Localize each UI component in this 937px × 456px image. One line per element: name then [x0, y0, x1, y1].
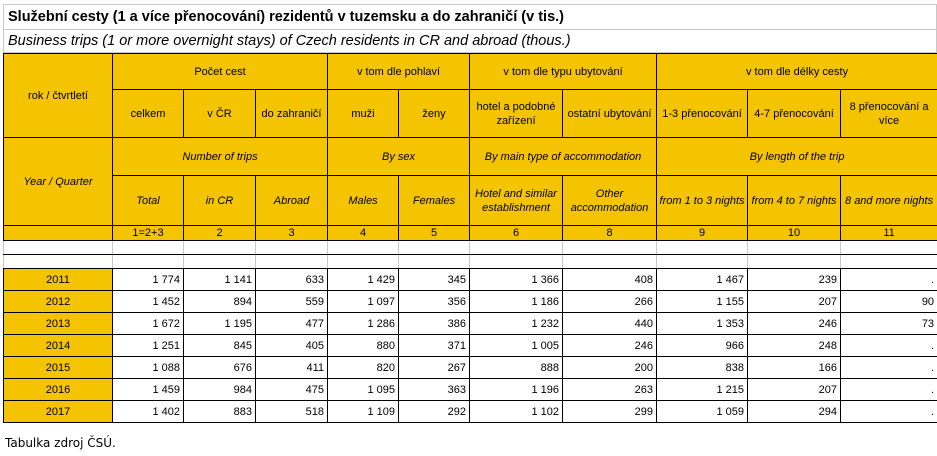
value-cell: 200 [563, 357, 657, 379]
value-cell: 883 [184, 401, 256, 423]
value-cell: 845 [184, 335, 256, 357]
col-number: 8 [563, 226, 657, 241]
value-cell: 246 [563, 335, 657, 357]
year-cell: 2013 [4, 313, 113, 335]
value-cell: 1 459 [113, 379, 184, 401]
year-cell: 2017 [4, 401, 113, 423]
year-header-en: Year / Quarter [4, 138, 113, 226]
col-header-en: Hotel and similar establishment [470, 176, 563, 226]
value-cell: 1 467 [657, 269, 748, 291]
value-cell: 1 155 [657, 291, 748, 313]
group-trips-en: Number of trips [113, 138, 328, 176]
table-row [4, 357, 937, 379]
value-cell: 1 286 [328, 313, 399, 335]
col-header-cz: 4-7 přenocování [748, 90, 841, 138]
col-header-en: Males [328, 176, 399, 226]
value-cell: 299 [563, 401, 657, 423]
col-header-cz: v ČR [184, 90, 256, 138]
value-cell: 405 [256, 335, 328, 357]
col-header-cz: 1-3 přenocování [657, 90, 748, 138]
col-number: 4 [328, 226, 399, 241]
col-number: 6 [470, 226, 563, 241]
table-row [4, 291, 937, 313]
value-cell: 475 [256, 379, 328, 401]
col-number: 3 [256, 226, 328, 241]
value-cell: 1 005 [470, 335, 563, 357]
value-cell: 1 429 [328, 269, 399, 291]
value-cell: 363 [399, 379, 470, 401]
value-cell: 633 [256, 269, 328, 291]
value-cell: 984 [184, 379, 256, 401]
col-number-empty [4, 226, 113, 241]
col-header-en: Total [113, 176, 184, 226]
col-number: 11 [841, 226, 937, 241]
value-cell: 477 [256, 313, 328, 335]
value-cell: 1 088 [113, 357, 184, 379]
value-cell: 73 [841, 313, 937, 335]
col-header-cz: ženy [399, 90, 470, 138]
value-cell: 1 232 [470, 313, 563, 335]
value-cell: . [841, 379, 937, 401]
table-row [4, 335, 937, 357]
value-cell: 90 [841, 291, 937, 313]
value-cell: 1 102 [470, 401, 563, 423]
col-header-en: Females [399, 176, 470, 226]
table-row [4, 269, 937, 291]
table-row [4, 313, 937, 335]
col-header-cz: 8 přenocování a více [841, 90, 937, 138]
value-cell: 820 [328, 357, 399, 379]
value-cell: 1 195 [184, 313, 256, 335]
year-header-cz: rok / čtvrtletí [4, 54, 113, 138]
table-title: Služební cesty (1 a více přenocování) rezidentů v tuzemsku a do zahraničí (v tis.) [3, 4, 937, 29]
value-cell: 1 141 [184, 269, 256, 291]
value-cell: 676 [184, 357, 256, 379]
group-accom-en: By main type of accommodation [470, 138, 657, 176]
value-cell: 345 [399, 269, 470, 291]
value-cell: 880 [328, 335, 399, 357]
value-cell: 1 774 [113, 269, 184, 291]
col-header-cz: do zahraničí [256, 90, 328, 138]
value-cell: 267 [399, 357, 470, 379]
value-cell: 838 [657, 357, 748, 379]
value-cell: 411 [256, 357, 328, 379]
group-sex-cz: v tom dle pohlaví [328, 54, 470, 90]
value-cell: 246 [748, 313, 841, 335]
value-cell: 1 059 [657, 401, 748, 423]
col-header-en: 8 and more nights [841, 176, 937, 226]
col-number: 9 [657, 226, 748, 241]
value-cell: 1 366 [470, 269, 563, 291]
year-cell: 2014 [4, 335, 113, 357]
value-cell: 518 [256, 401, 328, 423]
value-cell: 1 452 [113, 291, 184, 313]
value-cell: 166 [748, 357, 841, 379]
value-cell: . [841, 335, 937, 357]
col-header-cz: muži [328, 90, 399, 138]
year-cell: 2016 [4, 379, 113, 401]
value-cell: 1 251 [113, 335, 184, 357]
table-row [4, 379, 937, 401]
col-number: 2 [184, 226, 256, 241]
value-cell: 371 [399, 335, 470, 357]
table-row [4, 401, 937, 423]
value-cell: 263 [563, 379, 657, 401]
value-cell: 292 [399, 401, 470, 423]
value-cell: 966 [657, 335, 748, 357]
value-cell: 559 [256, 291, 328, 313]
group-sex-en: By sex [328, 138, 470, 176]
value-cell: 1 196 [470, 379, 563, 401]
col-number: 1=2+3 [113, 226, 184, 241]
value-cell: . [841, 357, 937, 379]
col-header-en: from 1 to 3 nights [657, 176, 748, 226]
value-cell: 266 [563, 291, 657, 313]
col-header-en: from 4 to 7 nights [748, 176, 841, 226]
data-rows [4, 269, 937, 423]
col-header-en: in CR [184, 176, 256, 226]
value-cell: 1 215 [657, 379, 748, 401]
value-cell: 386 [399, 313, 470, 335]
col-number: 5 [399, 226, 470, 241]
value-cell: 356 [399, 291, 470, 313]
blank-row [4, 241, 937, 255]
value-cell: 1 353 [657, 313, 748, 335]
value-cell: 294 [748, 401, 841, 423]
value-cell: 1 109 [328, 401, 399, 423]
value-cell: . [841, 401, 937, 423]
value-cell: 207 [748, 379, 841, 401]
source-note: Tabulka zdroj ČSÚ. [5, 436, 116, 450]
col-header-en: Other accommodation [563, 176, 657, 226]
group-length-cz: v tom dle délky cesty [657, 54, 937, 90]
table-subtitle: Business trips (1 or more overnight stays) of Czech residents in CR and abroad (thous.) [3, 29, 937, 53]
value-cell: . [841, 269, 937, 291]
col-number: 10 [748, 226, 841, 241]
year-cell: 2011 [4, 269, 113, 291]
value-cell: 207 [748, 291, 841, 313]
value-cell: 1 095 [328, 379, 399, 401]
value-cell: 1 097 [328, 291, 399, 313]
data-table [3, 53, 937, 423]
year-cell: 2012 [4, 291, 113, 313]
col-header-cz: celkem [113, 90, 184, 138]
value-cell: 440 [563, 313, 657, 335]
value-cell: 1 402 [113, 401, 184, 423]
col-header-cz: hotel a podobné zařízení [470, 90, 563, 138]
value-cell: 1 672 [113, 313, 184, 335]
value-cell: 888 [470, 357, 563, 379]
spreadsheet [3, 4, 937, 423]
group-length-en: By length of the trip [657, 138, 937, 176]
value-cell: 894 [184, 291, 256, 313]
value-cell: 239 [748, 269, 841, 291]
year-cell: 2015 [4, 357, 113, 379]
blank-row [4, 255, 937, 269]
group-accom-cz: v tom dle typu ubytování [470, 54, 657, 90]
value-cell: 408 [563, 269, 657, 291]
group-trips-cz: Počet cest [113, 54, 328, 90]
value-cell: 1 186 [470, 291, 563, 313]
value-cell: 248 [748, 335, 841, 357]
col-header-cz: ostatní ubytování [563, 90, 657, 138]
col-header-en: Abroad [256, 176, 328, 226]
